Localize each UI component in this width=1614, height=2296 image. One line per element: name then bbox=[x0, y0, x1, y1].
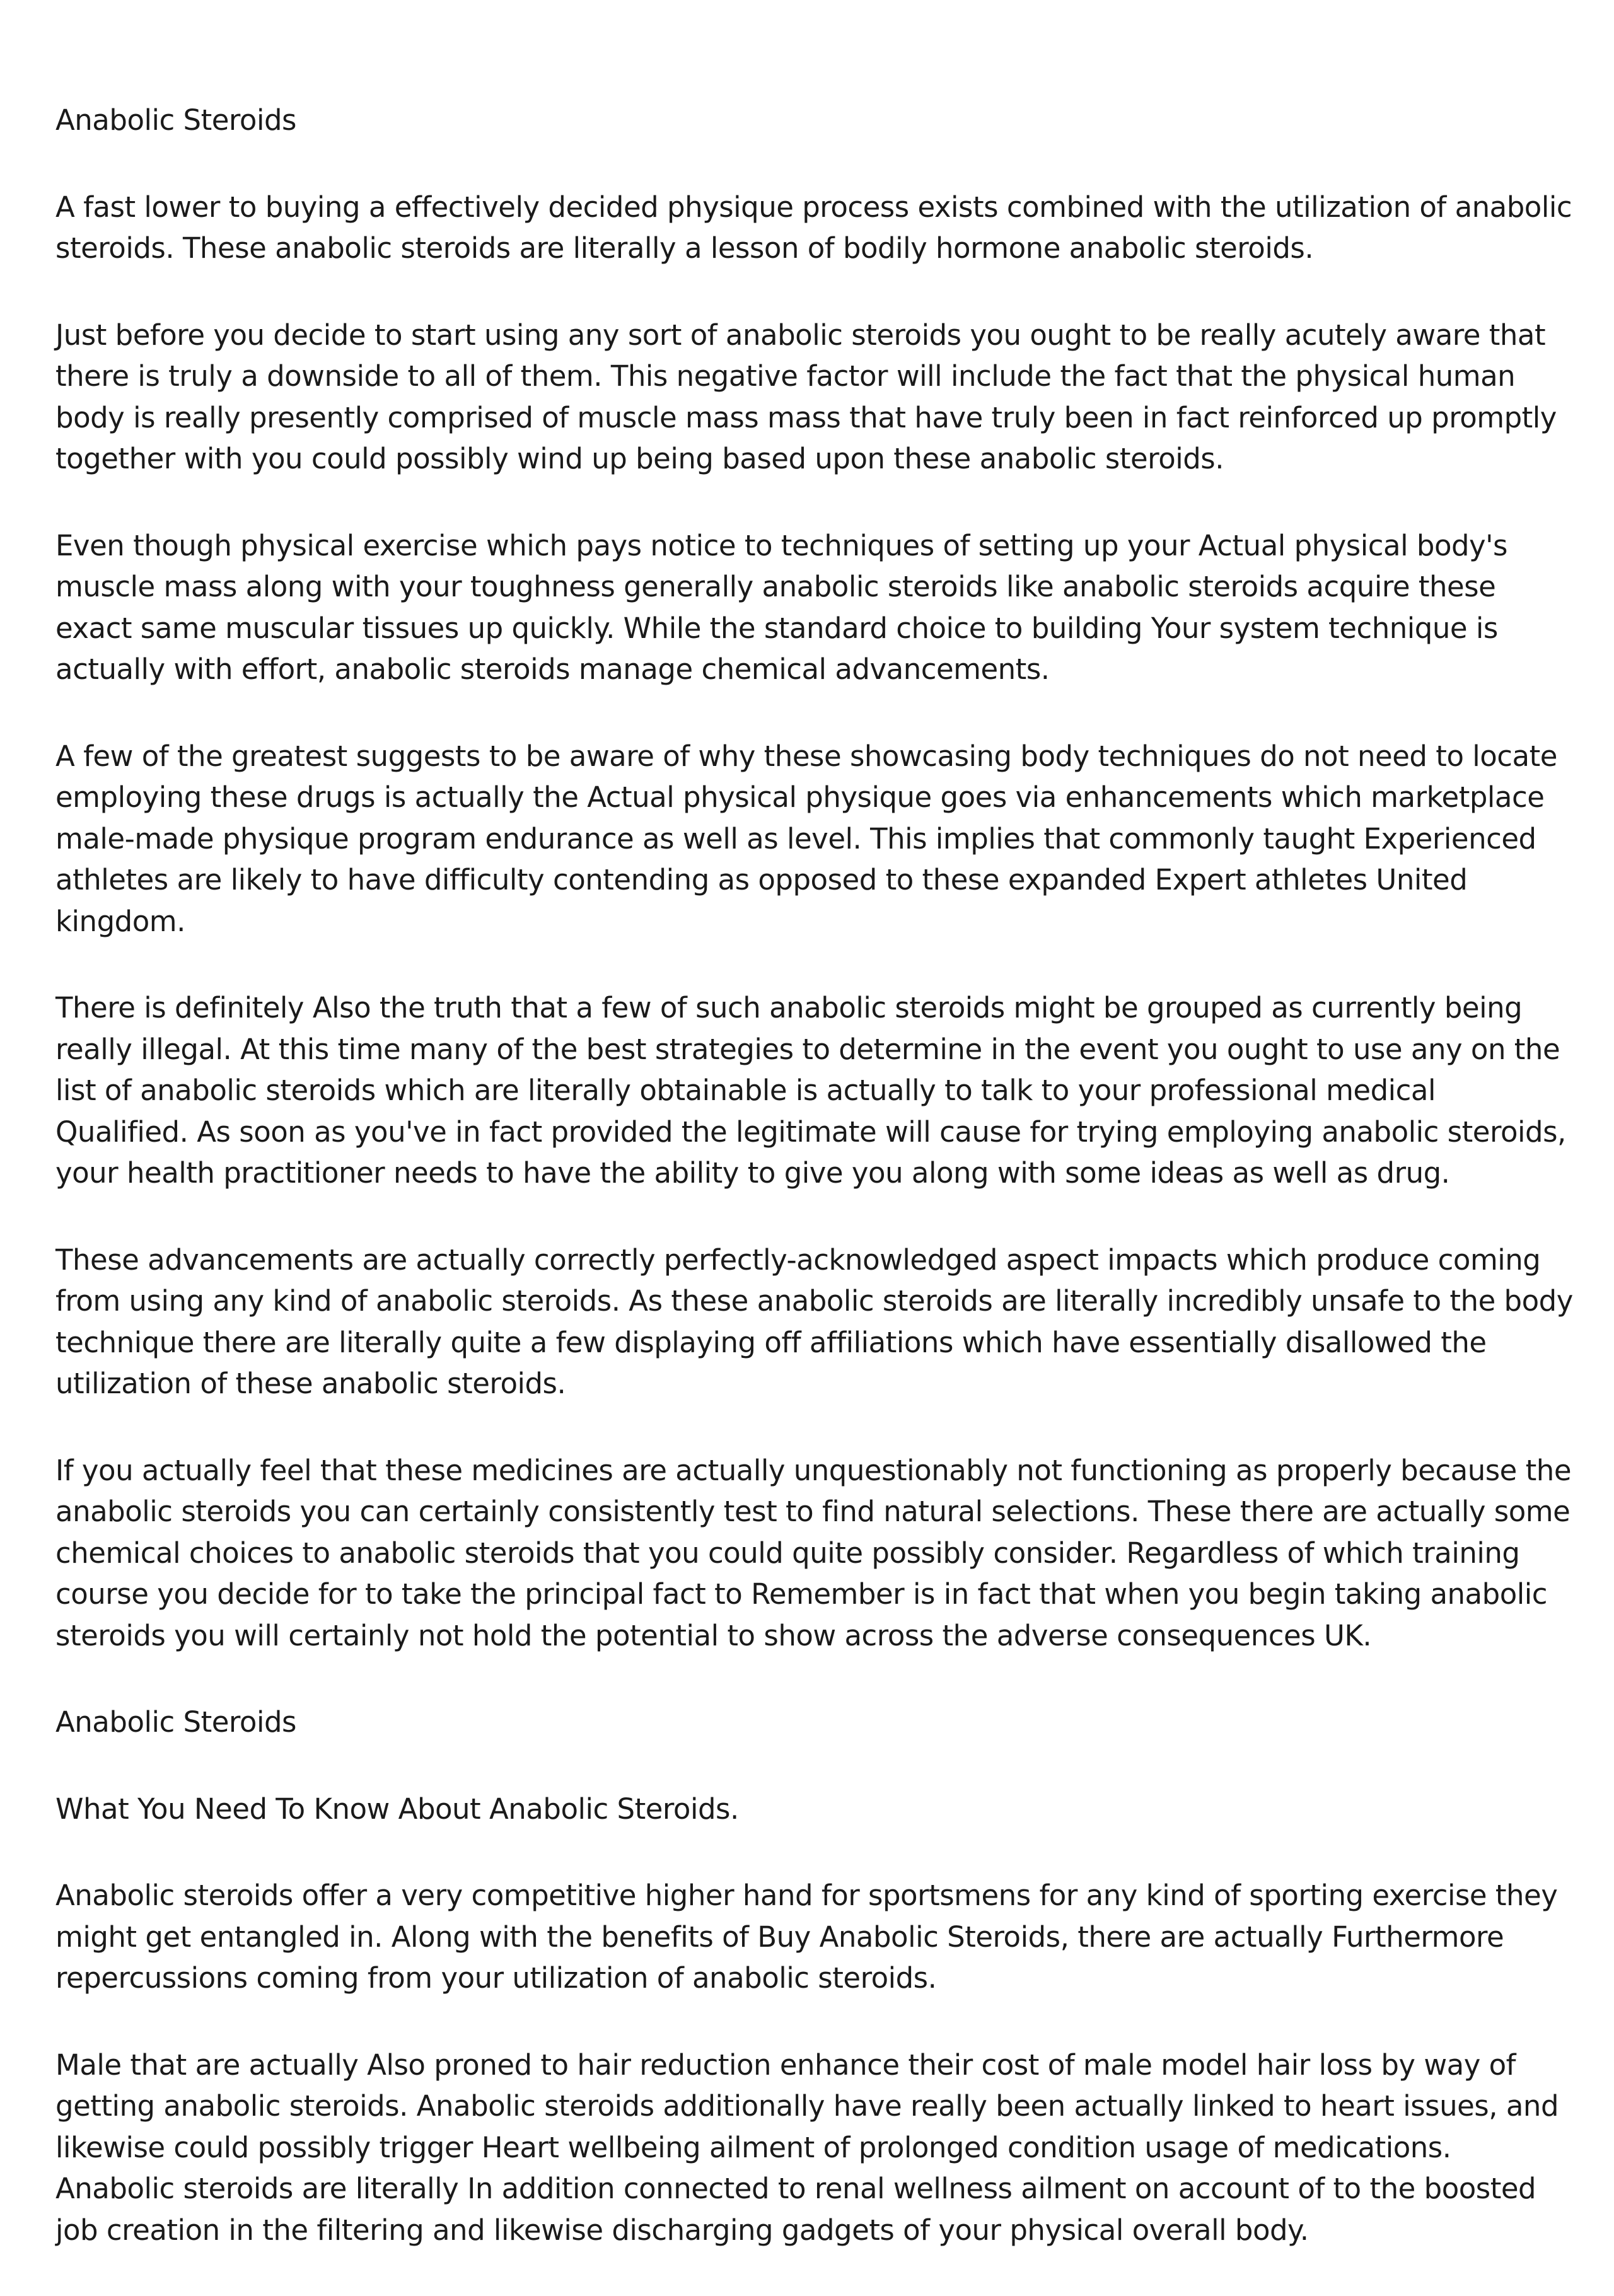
paragraph: Male that are actually Also proned to hair reduction enhance their cost of male model hair loss by way of getting anabolic steroids. Anabolic steroids additionally have really been actually linked to heart issues, and likewise could possibly trigger Heart wellbeing ailment of prolonged condition usage of medications. Anabolic steroids are literally In addition connected to renal wellness ailment on account of to the boosted job creation in the filtering and likewise discharging gadgets of your physical overall body. bbox=[55, 2048, 1559, 2247]
paragraph: If you actually feel that these medicines are actually unquestionably not functioning as properly because the anabolic steroids you can certainly consistently test to find natural selections. These there are actually some chemical choices to anabolic steroids that you could quite possibly consider. Regardless of which training course you decide for to take the principal fact to Remember is in fact that when you begin taking anabolic steroids you will certainly not hold the potential to show across the adverse consequences UK. bbox=[55, 1453, 1571, 1652]
paragraph: A fast lower to buying a effectively decided physique process exists combined with the utilization of anabolic steroids. These anabolic steroids are literally a lesson of bodily hormone anabolic steroids. bbox=[55, 190, 1572, 265]
paragraph: These advancements are actually correctly perfectly-acknowledged aspect impacts which produce coming from using any kind of anabolic steroids. As these anabolic steroids are literally incredibly unsafe to the body technique there are literally quite a few displaying off affiliations which have essentially disallowed the utilization of these anabolic steroids. bbox=[55, 1243, 1573, 1400]
paragraph: Just before you decide to start using any sort of anabolic steroids you ought to be really acutely aware that there is truly a downside to all of them. This negative factor will include the fact that the physical human body is really presently comprised of muscle mass mass that have truly been in fact reinforced up promptly together with you could possibly wind up being based upon these anabolic steroids. bbox=[55, 318, 1557, 475]
paragraph: Anabolic steroids offer a very competitive higher hand for sportsmens for any kind of sporting exercise they might get entangled in. Along with the benefits of Buy Anabolic Steroids, there are actually Furthermore repercussions coming from your utilization of anabolic steroids. bbox=[55, 1879, 1558, 1995]
section-subheading: What You Need To Know About Anabolic Steroids. bbox=[55, 1792, 739, 1826]
paragraph: Even though physical exercise which pays notice to techniques of setting up your Actual physical body's muscle mass along with your toughness generally anabolic steroids like anabolic steroids acquire these exact same muscular tissues up quickly. While the standard choice to building Your system technique is actually with effort, anabolic steroids manage chemical advancements. bbox=[55, 528, 1507, 686]
document-heading: Anabolic Steroids bbox=[55, 103, 296, 137]
paragraph: A few of the greatest suggests to be aware of why these showcasing body techniques do not need to locate employing these drugs is actually the Actual physical physique goes via enhancements which marketplace male-made physique program endurance as well as level. This implies that commonly taught Experienced athletes are likely to have difficulty contending as opposed to these expanded Expert athletes United kingdom. bbox=[55, 739, 1557, 938]
section-heading: Anabolic Steroids bbox=[55, 1705, 296, 1739]
paragraph: There is definitely Also the truth that a few of such anabolic steroids might be grouped as currently being really illegal. At this time many of the best strategies to determine in the event you ought to use any on the list of anabolic steroids which are literally obtainable is actually to talk to your professional medical Qualified. As soon as you've in fact provided the legitimate will cause for trying employing anabolic steroids, your health practitioner needs to have the ability to give you along with some ideas as well as drug. bbox=[55, 991, 1566, 1190]
document-body bbox=[55, 100, 1575, 2296]
